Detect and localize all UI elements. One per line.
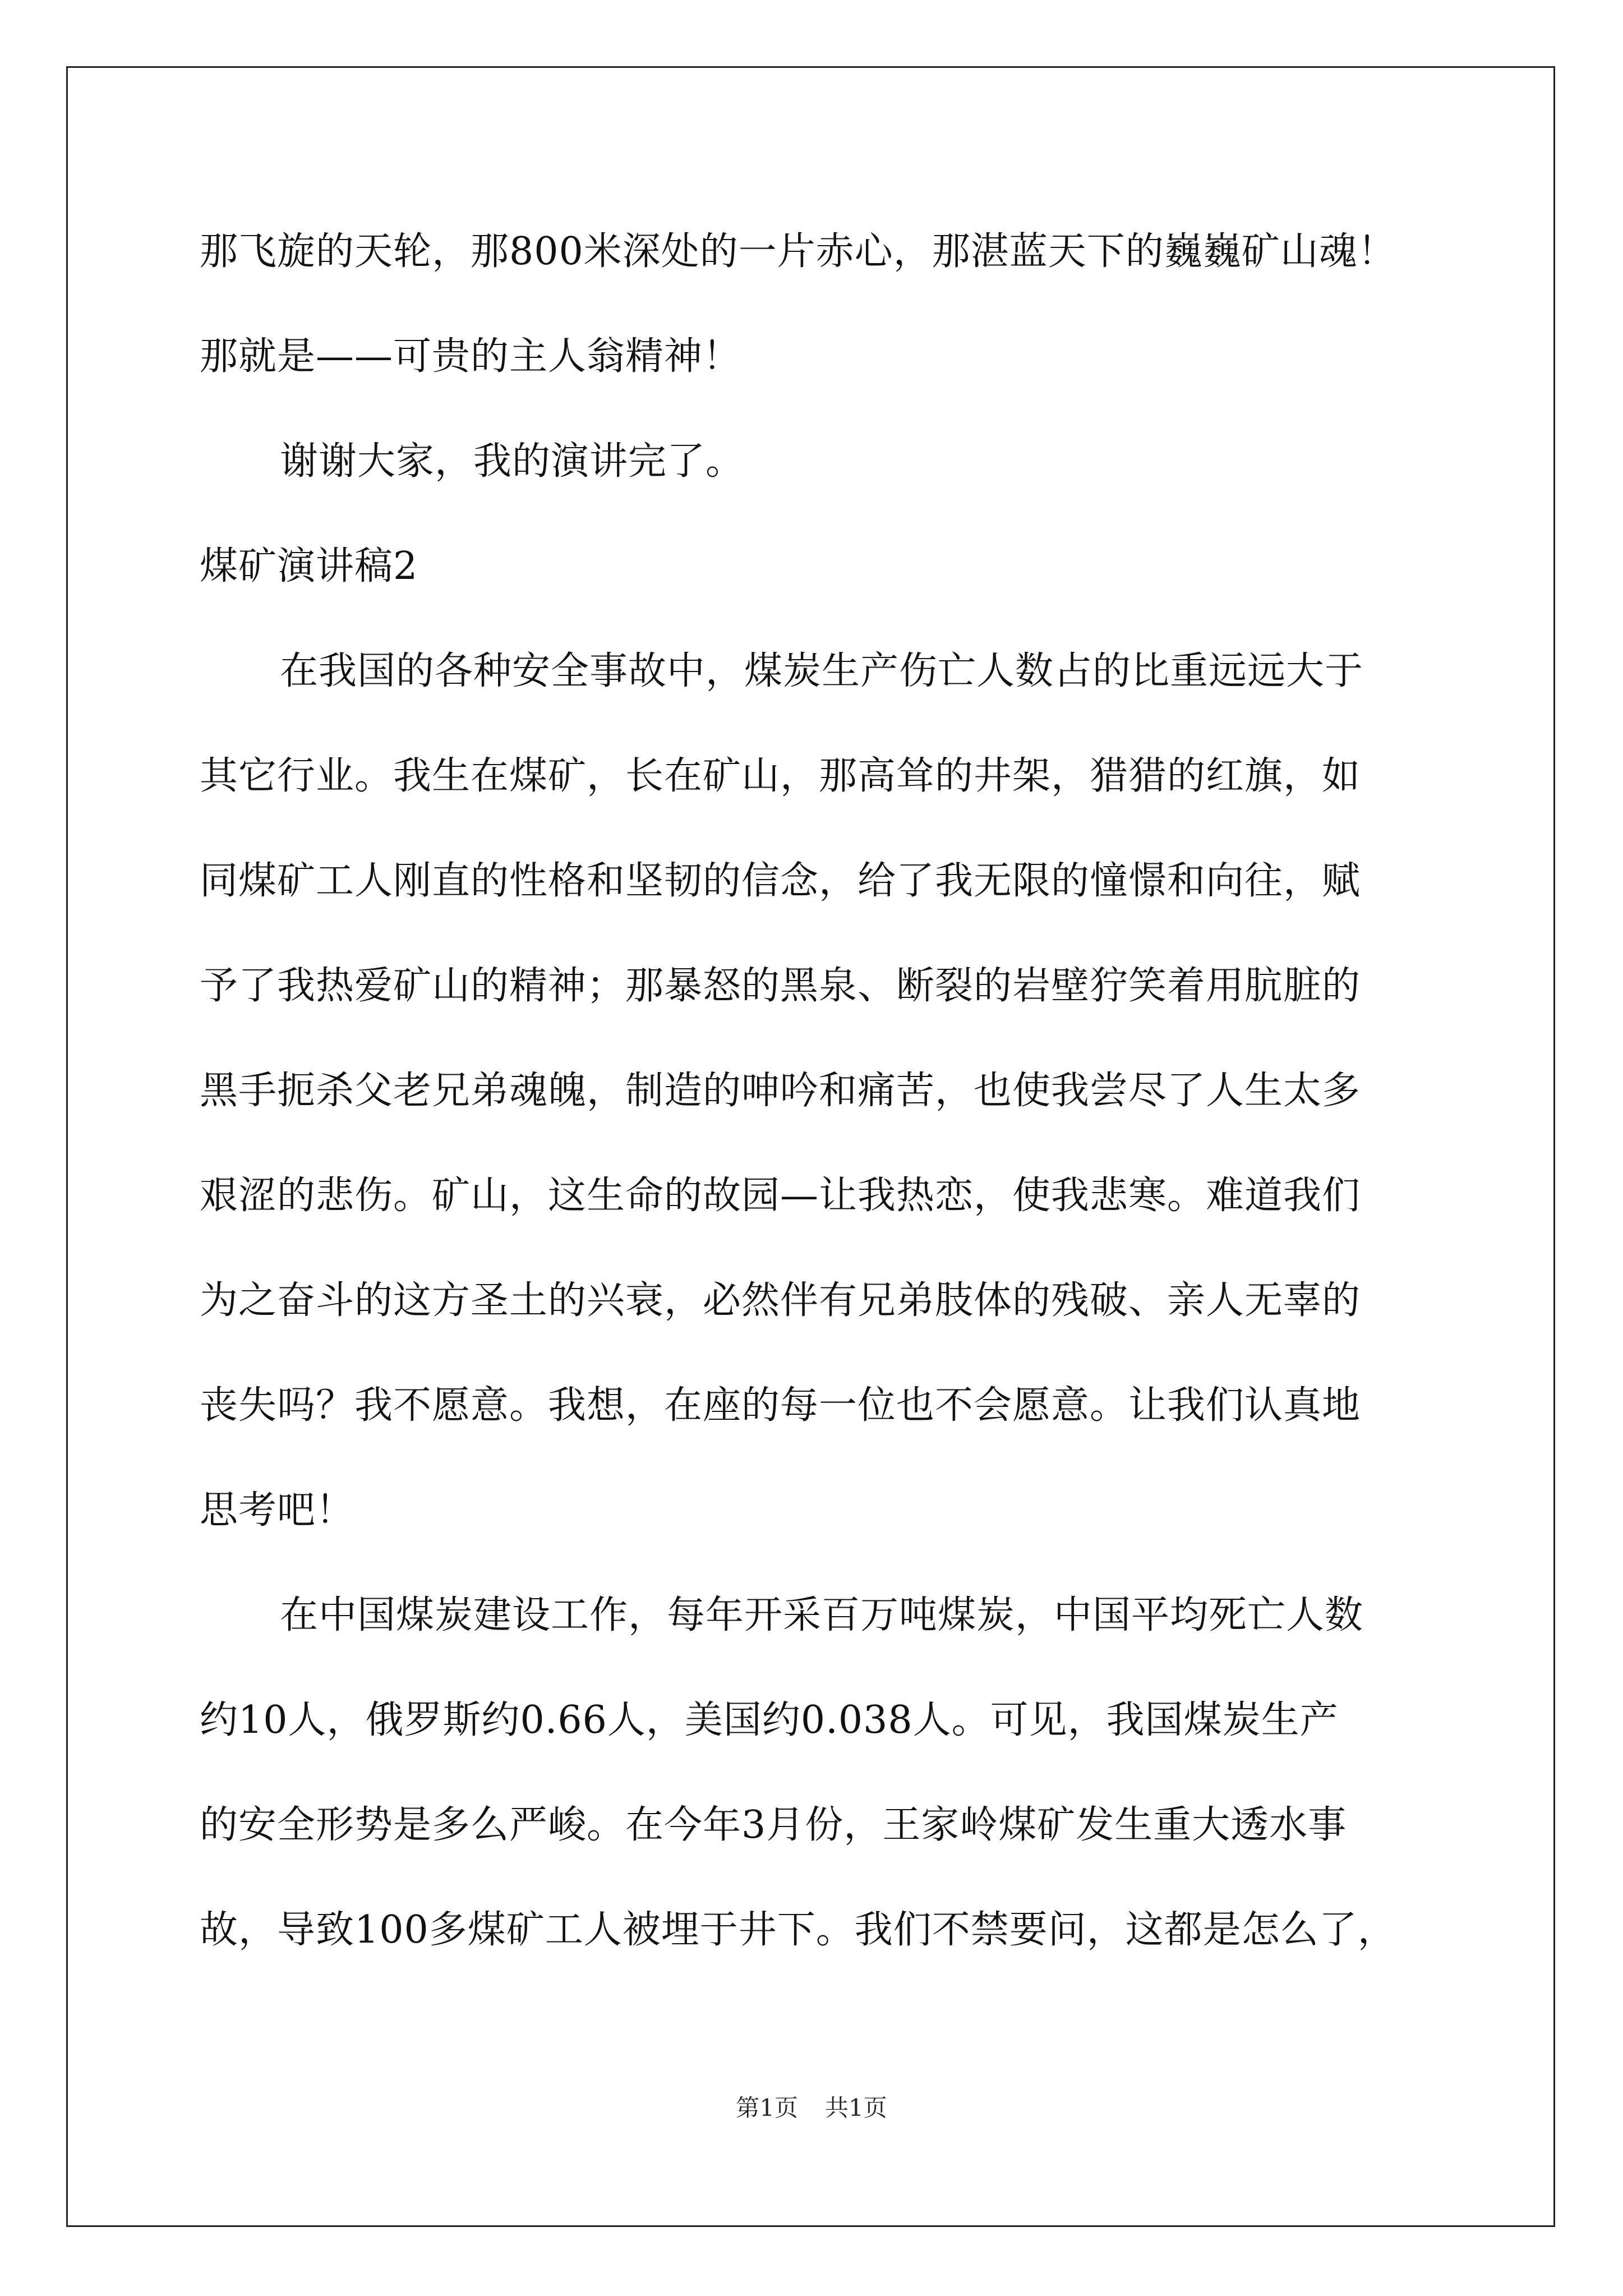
text-line: 故，导致100多煤矿工人被埋于井下。我们不禁要问，这都是怎么了， xyxy=(200,1908,1396,1952)
text-line: 的安全形势是多么严峻。在今年3月份，王家岭煤矿发生重大透水事 xyxy=(200,1803,1347,1847)
text-line: 约10人，俄罗斯约0.66人，美国约0.038人。可见，我国煤炭生产 xyxy=(200,1698,1339,1742)
page-total: 共1页 xyxy=(825,2094,887,2122)
page-number: 第1页 xyxy=(736,2094,798,2122)
text-line: 那飞旋的天轮，那800米深处的一片赤心，那湛蓝天下的巍巍矿山魂！ xyxy=(200,229,1396,274)
text-line: 在中国煤炭建设工作，每年开采百万吨煤炭，中国平均死亡人数 xyxy=(280,1593,1364,1637)
text-line: 同煤矿工人刚直的性格和坚韧的信念，给了我无限的憧憬和向往，赋 xyxy=(200,859,1361,903)
document-body xyxy=(200,199,1422,1982)
text-line: 其它行业。我生在煤矿，长在矿山，那高耸的井架，猎猎的红旗，如 xyxy=(200,754,1361,798)
text-line: 丧失吗？我不愿意。我想，在座的每一位也不会愿意。让我们认真地 xyxy=(200,1383,1361,1428)
text-line: 谢谢大家，我的演讲完了。 xyxy=(280,439,745,484)
text-line: 予了我热爱矿山的精神；那暴怒的黑泉、断裂的岩壁狞笑着用肮脏的 xyxy=(200,964,1361,1008)
text-line: 艰涩的悲伤。矿山，这生命的故园—让我热恋，使我悲寒。难道我们 xyxy=(200,1174,1361,1218)
text-line: 在我国的各种安全事故中，煤炭生产伤亡人数占的比重远远大于 xyxy=(280,649,1364,693)
text-line: 为之奋斗的这方圣土的兴衰，必然伴有兄弟肢体的残破、亲人无辜的 xyxy=(200,1278,1361,1323)
text-line: 那就是——可贵的主人翁精神！ xyxy=(200,334,742,379)
page-footer xyxy=(0,2090,1623,2123)
text-line: 黑手扼杀父老兄弟魂魄，制造的呻吟和痛苦，也使我尝尽了人生太多 xyxy=(200,1069,1361,1113)
section-heading: 煤矿演讲稿2 xyxy=(200,544,418,588)
text-line: 思考吧！ xyxy=(200,1488,355,1533)
